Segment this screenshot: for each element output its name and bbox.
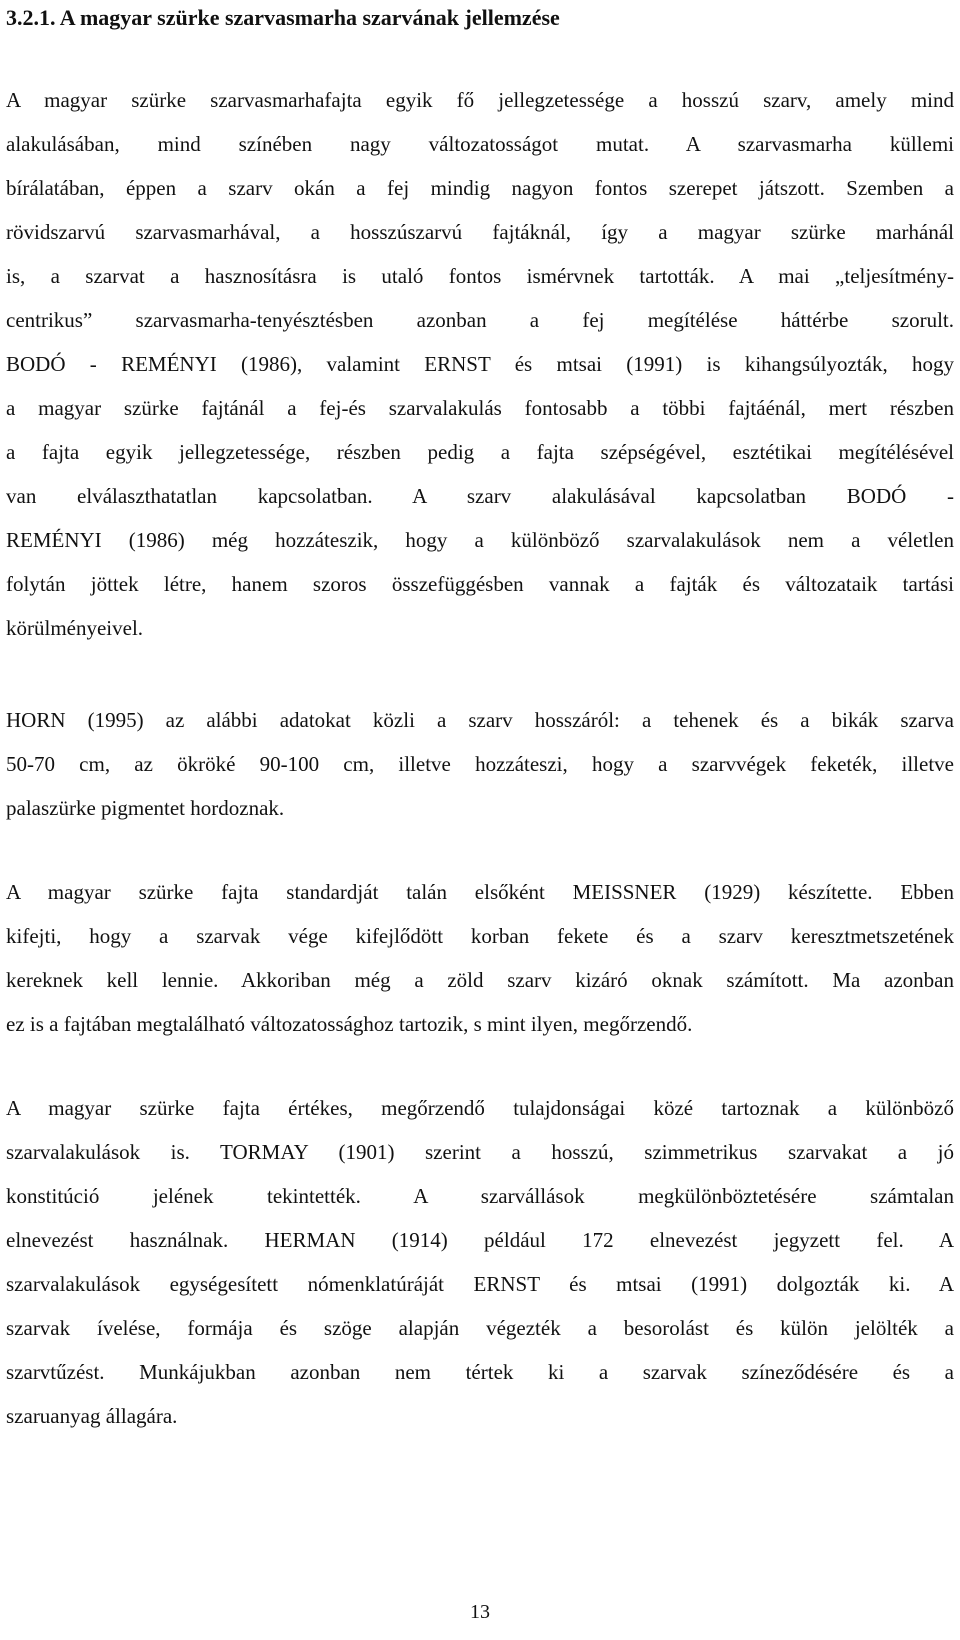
text-line: ez is a fajtában megtalálható változatossághoz tartozik, s mint ilyen, megőrzendő. xyxy=(6,1012,693,1036)
text-line: palaszürke pigmentet hordoznak. xyxy=(6,796,285,820)
text-line: is, a szarvat a hasznosításra is utaló fontos ismérvnek tartották. A mai „teljesítmény- xyxy=(6,264,954,288)
text-line: 50-70 cm, az ökröké 90-100 cm, illetve hozzáteszi, hogy a szarvvégek feketék, illetve xyxy=(6,752,954,776)
text-line: kereknek kell lennie. Akkoriban még a zöld szarv kizáró oknak számított. Ma azonban xyxy=(6,968,954,992)
text-line: A magyar szürke fajta standardját talán elsőként MEISSNER (1929) készítette. Ebben xyxy=(6,880,954,904)
text-line: szarvak ívelése, formája és szöge alapján végezték a besorolást és külön jelölték a xyxy=(6,1316,954,1340)
text-line: rövidszarvú szarvasmarhával, a hosszúszarvú fajtáknál, így a magyar szürke marhánál xyxy=(6,220,954,244)
text-line: A magyar szürke szarvasmarhafajta egyik fő jellegzetessége a hosszú szarv, amely mind xyxy=(6,88,954,112)
text-line: BODÓ - REMÉNYI (1986), valamint ERNST és mtsai (1991) is kihangsúlyozták, hogy xyxy=(6,352,954,376)
text-line: alakulásában, mind színében nagy változatosságot mutat. A szarvasmarha küllemi xyxy=(6,132,954,156)
text-line: folytán jöttek létre, hanem szoros összefüggésben vannak a fajták és változataik tartási xyxy=(6,572,954,596)
text-line: konstitúció jelének tekintették. A szarvállások megkülönböztetésére számtalan xyxy=(6,1184,954,1208)
page-number: 13 xyxy=(470,1601,490,1623)
text-line: centrikus” szarvasmarha-tenyésztésben azonban a fej megítélése háttérbe szorult. xyxy=(6,308,954,332)
text-line: szarvtűzést. Munkájukban azonban nem tértek ki a szarvak színeződésére és a xyxy=(6,1360,954,1384)
text-line: kifejti, hogy a szarvak vége kifejlődött korban fekete és a szarv keresztmetszetének xyxy=(6,924,954,948)
text-line: HORN (1995) az alábbi adatokat közli a szarv hosszáról: a tehenek és a bikák szarva xyxy=(6,708,954,732)
text-line: körülményeivel. xyxy=(6,616,144,640)
document-page xyxy=(6,0,954,1640)
text-line: bírálatában, éppen a szarv okán a fej mindig nagyon fontos szerepet játszott. Szemben a xyxy=(6,176,954,200)
text-line: a magyar szürke fajtánál a fej-és szarvalakulás fontosabb a többi fajtáénál, mert részben xyxy=(6,396,954,420)
text-line: szarvalakulások egységesített nómenklatúráját ERNST és mtsai (1991) dolgozták ki. A xyxy=(6,1272,954,1296)
section-heading: 3.2.1. A magyar szürke szarvasmarha szarvának jellemzése xyxy=(6,5,560,30)
text-line: REMÉNYI (1986) még hozzáteszik, hogy a különböző szarvalakulások nem a véletlen xyxy=(6,528,954,552)
text-line: a fajta egyik jellegzetessége, részben pedig a fajta szépségével, esztétikai megítélésével xyxy=(6,440,954,464)
text-line: szaruanyag állagára. xyxy=(6,1404,178,1428)
text-line: A magyar szürke fajta értékes, megőrzendő tulajdonságai közé tartoznak a különböző xyxy=(6,1096,954,1120)
text-line: szarvalakulások is. TORMAY (1901) szerint a hosszú, szimmetrikus szarvakat a jó xyxy=(6,1140,954,1164)
text-line: van elválaszthatatlan kapcsolatban. A szarv alakulásával kapcsolatban BODÓ - xyxy=(6,484,954,508)
text-line: elnevezést használnak. HERMAN (1914) például 172 elnevezést jegyzett fel. A xyxy=(6,1228,954,1252)
